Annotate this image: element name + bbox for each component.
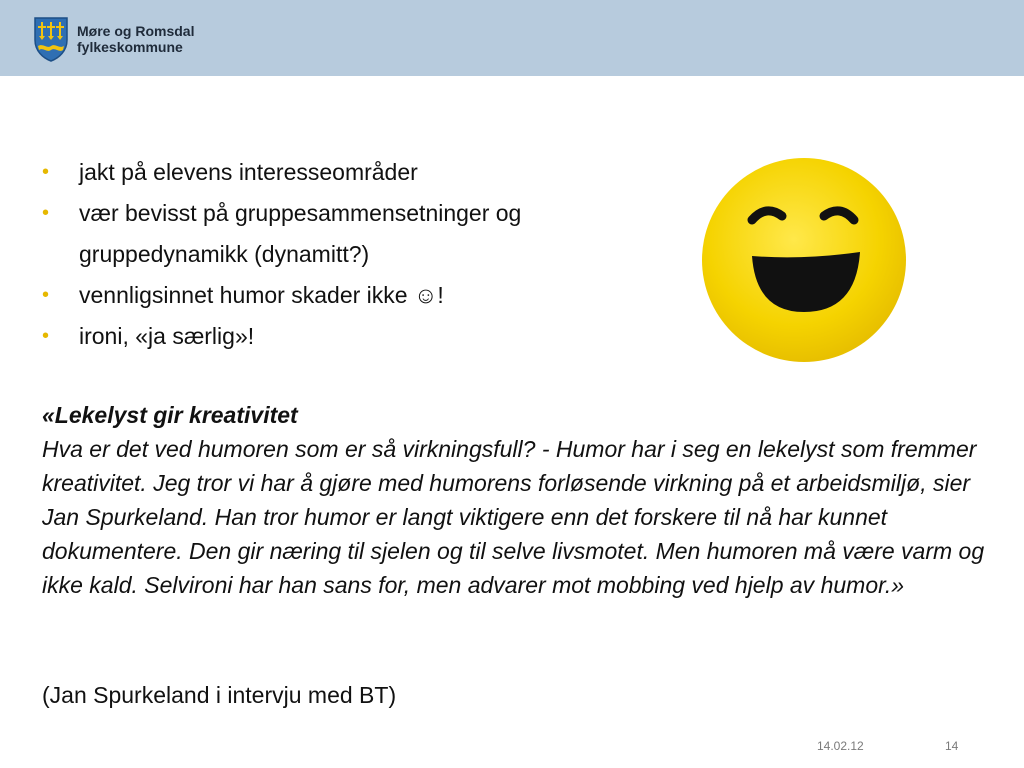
quote-title-text: Lekelyst gir kreativitet [54, 402, 298, 428]
bullet-dot-icon: • [42, 161, 50, 183]
bullet-dot-icon: • [42, 325, 50, 347]
quote-open-mark: « [42, 402, 55, 428]
quote-body: Hva er det ved humoren som er så virkningsfull? - Humor har i seg en lekelyst som fremmer kreativitet. Jeg tror vi har å gjøre med humorens forløsende virkning på et arbeidsmiljø, sier Jan Spurkeland. Han tror humor er langt viktigere enn det forskere til nå har kunnet dokumentere. Den gir næring til sjelen og til selve livsmotet. Men humoren må være varm og ikke kald. Selvironi har han sans for, men advarer mot mobbing ved hjelp av humor.» [42, 436, 985, 598]
quote-block [42, 398, 1002, 602]
bullet-dot-icon: • [42, 284, 50, 306]
bullet-text: vennligsinnet humor skader ikke ☺! [79, 282, 444, 308]
org-name-line1: Møre og Romsdal [77, 23, 195, 39]
bullet-dot-icon: • [42, 202, 50, 224]
county-logo [33, 16, 194, 62]
bullet-item [42, 275, 682, 316]
county-shield-icon [33, 16, 69, 62]
bullet-item [42, 152, 682, 193]
quote-title [42, 398, 1002, 432]
org-name [77, 23, 194, 55]
bullet-text: vær bevisst på gruppesammensetninger og [79, 200, 522, 226]
bullet-text: ironi, «ja særlig»! [79, 323, 255, 349]
bullet-item [42, 316, 682, 357]
quote-attribution: (Jan Spurkeland i intervju med BT) [42, 682, 397, 708]
bullet-text: jakt på elevens interesseområder [79, 159, 418, 185]
org-name-line2: fylkeskommune [77, 39, 183, 55]
bullet-text: gruppedynamikk (dynamitt?) [79, 241, 370, 267]
header-bar [0, 0, 1024, 76]
footer-page-number: 14 [945, 739, 959, 753]
laughing-smiley-icon [700, 156, 908, 364]
bullet-item [42, 193, 682, 234]
bullet-list [42, 152, 682, 357]
footer-date: 14.02.12 [817, 739, 864, 753]
bullet-continuation [42, 234, 682, 275]
